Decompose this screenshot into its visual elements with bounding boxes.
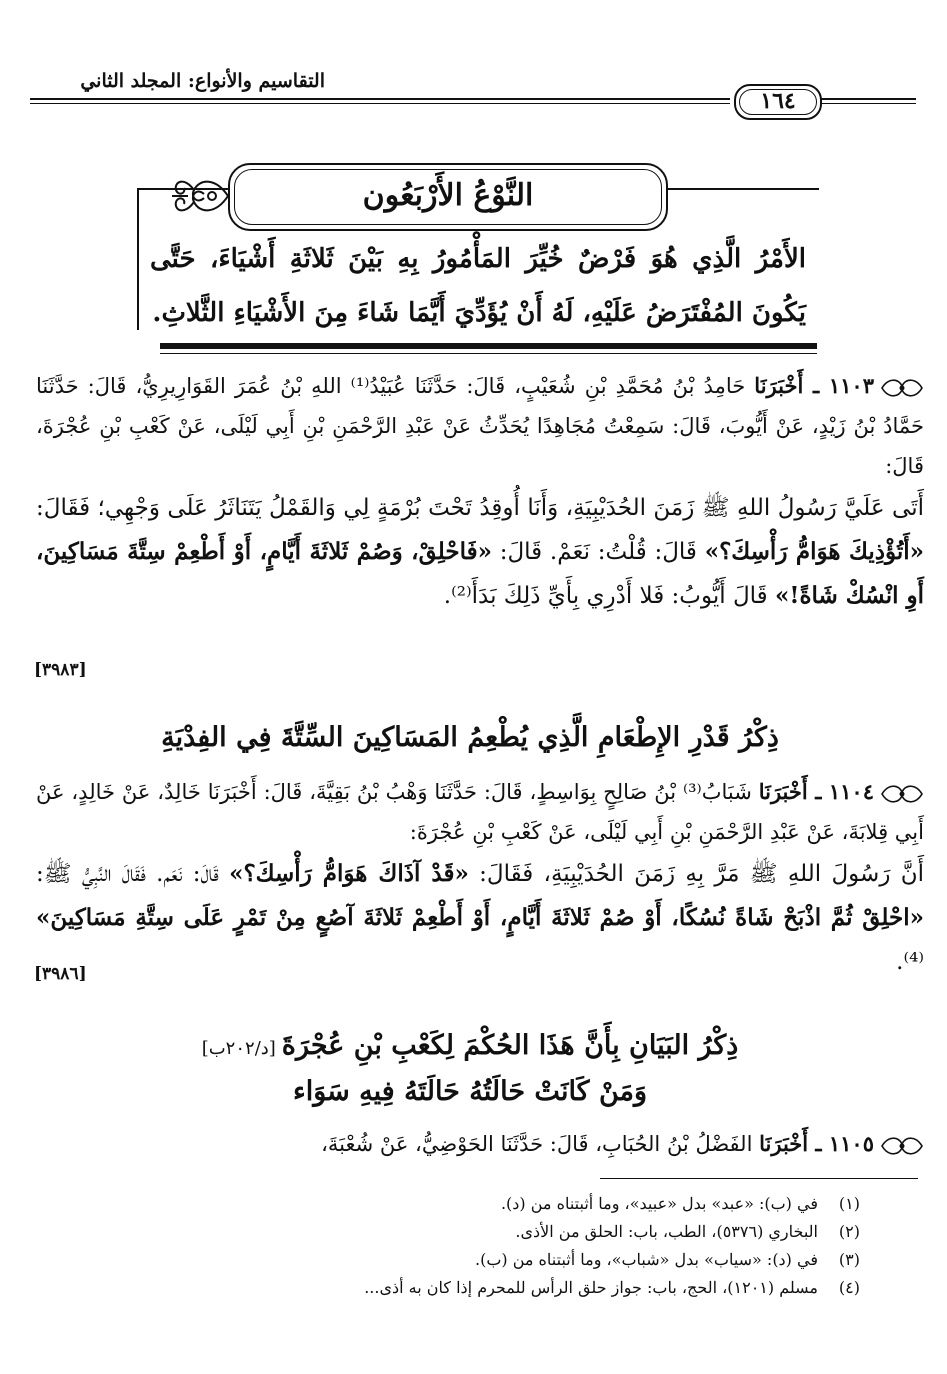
header-rule bbox=[820, 98, 916, 100]
matn-text: قَالَ: نَعَم. فَقَالَ النَّبِيُّ ﷺ: bbox=[36, 861, 219, 887]
matn-text: قَالَ: قُلْتُ: نَعَمْ. قَالَ: bbox=[499, 539, 697, 565]
hadith-1104 bbox=[36, 772, 924, 984]
footnote-text: البخاري (٥٣٧٦)، الطب، باب: الحلق من الأذى. bbox=[515, 1222, 818, 1241]
hadith-number: ١١٠٤ ـ أَخْبَرَنَا bbox=[758, 779, 874, 804]
hadith-matn bbox=[36, 852, 924, 984]
hadith-isnad bbox=[36, 772, 924, 852]
hadith-number: ١١٠٥ ـ أَخْبَرَنَا bbox=[759, 1131, 874, 1156]
prophetic-quote: «فَاحْلِقْ، وَصُمْ ثَلاثَةَ أَيَّامٍ، أَوْ أَطْعِمْ سِتَّةَ مَسَاكِينَ، أَوِ انْسُكْ شَاةً!» bbox=[36, 538, 924, 609]
footnote bbox=[200, 1274, 860, 1302]
hadith-marker-icon bbox=[880, 782, 924, 806]
prophetic-quote: «قَدْ آذَاكَ هَوَامُّ رَأْسِكَ؟» bbox=[229, 860, 469, 887]
hadith-isnad-text: شَبَابُ⁽³⁾ بْنُ صَالِحٍ بِوَاسِطٍ، قَالَ: حَدَّثَنَا وَهْبُ بْنُ بَقِيَّةَ، قَالَ: أَخْبَرَنَا خَالِدٌ، عَنْ خَالِدٍ، عَنْ أَبِي قِلابَةَ، عَنْ عَبْدِ الرَّحْمَنِ بْنِ أَبِي لَيْلَى، عَنْ كَعْبِ بْنِ عُجْرَةَ: bbox=[36, 780, 924, 844]
footnotes bbox=[200, 1190, 860, 1302]
footnote-text: مسلم (١٢٠١)، الحج، باب: جواز حلق الرأس للمحرم إذا كان به أذى... bbox=[364, 1278, 818, 1297]
prophetic-quote: «أَتُؤْذِيكَ هَوَامُّ رَأْسِكَ؟» bbox=[704, 538, 925, 565]
chapter-heading-line1: ذِكْرُ البَيَانِ بِأَنَّ هَذَا الحُكْمَ لِكَعْبِ بْنِ عُجْرَةَ bbox=[281, 1030, 739, 1061]
hadith-isnad-text: الفَضْلُ بْنُ الحُبَابِ، قَالَ: حَدَّثَنَا الحَوْضِيُّ، عَنْ شُعْبَةَ، bbox=[321, 1132, 753, 1156]
prophetic-quote: «احْلِقْ ثُمَّ اذْبَحْ شَاةً نُسُكًا، أَوْ صُمْ ثَلاثَةَ أَيَّامٍ، أَوْ أَطْعِمْ ثَلاثَةَ آصُعٍ مِنْ تَمْرٍ عَلَى سِتَّةِ مَسَاكِينَ» bbox=[36, 904, 924, 931]
footnote-number: (٢) bbox=[838, 1222, 860, 1241]
matn-text: ⁽⁴⁾. bbox=[896, 949, 924, 975]
footnote-text: في (د): «سياب» بدل «شباب»، وما أثبتناه من (ب). bbox=[474, 1250, 818, 1269]
hadith-isnad bbox=[36, 1124, 924, 1164]
section-title: النَّوْعُ الأَرْبَعُون bbox=[228, 163, 668, 231]
header-rule bbox=[30, 103, 730, 104]
page-number: ١٦٤ bbox=[734, 84, 822, 120]
hadith-1105 bbox=[36, 1124, 924, 1164]
hadith-marker-icon bbox=[880, 376, 924, 400]
chapter-heading bbox=[60, 1030, 880, 1061]
header-rule bbox=[820, 103, 916, 104]
matn-text: أَتَى عَلَيَّ رَسُولُ اللهِ ﷺ زَمَنَ الحُدَيْبِيَةِ، وَأَنَا أُوقِدُ تَحْتَ بُرْمَةٍ لِي وَالقَمْلُ يَتَنَاثَرُ عَلَى وَجْهِي؛ فَقَالَ: bbox=[36, 495, 924, 521]
section-divider bbox=[160, 343, 817, 349]
chapter-heading-line2: وَمَنْ كَانَتْ حَالَتُهُ حَالَتَهُ فِيهِ سَوَاء bbox=[293, 1076, 647, 1107]
footnote bbox=[200, 1190, 860, 1218]
hadith-1103 bbox=[36, 366, 924, 618]
footnote bbox=[200, 1246, 860, 1274]
section-divider bbox=[160, 353, 817, 354]
hadith-isnad-text: حَامِدُ بْنُ مُحَمَّدِ بْنِ شُعَيْبٍ، قَالَ: حَدَّثَنَا عُبَيْدُ⁽¹⁾ اللهِ بْنُ عُمَرَ القَوَارِيرِيُّ، قَالَ: حَدَّثَنَا حَمَّادُ بْنُ زَيْدٍ، عَنْ أَيُّوبَ، قَالَ: سَمِعْتُ مُجَاهِدًا يُحَدِّثُ عَنْ عَبْدِ الرَّحْمَنِ بْنِ أَبِي لَيْلَى، عَنْ كَعْبِ بْنِ عُجْرَةَ، قَالَ: bbox=[36, 374, 924, 478]
footnote-number: (٤) bbox=[838, 1278, 860, 1297]
footnote bbox=[200, 1218, 860, 1246]
matn-text: قَالَ أَيُّوبُ: فَلا أَدْرِي بِأَيِّ ذَلِكَ بَدَأَ⁽²⁾. bbox=[443, 583, 768, 609]
hadith-number: ١١٠٣ ـ أَخْبَرَنَا bbox=[754, 373, 874, 398]
cross-reference: [٣٩٨٣] bbox=[34, 660, 87, 680]
floral-ornament-icon bbox=[168, 168, 232, 224]
footnote-number: (٣) bbox=[838, 1250, 860, 1269]
section-description: الأَمْرُ الَّذِي هُوَ فَرْضٌ خُيِّرَ المَأْمُورُ بِهِ بَيْنَ ثَلاثَةِ أَشْيَاءَ، حَتَّى يَكُونَ المُفْتَرَضُ عَلَيْهِ، لَهُ أَنْ يُؤَدِّيَ أَيَّمَا شَاءَ مِنَ الأَشْيَاءِ الثَّلاثِ. bbox=[150, 244, 806, 328]
cross-reference: [٣٩٨٦] bbox=[34, 964, 87, 984]
hadith-matn bbox=[36, 486, 924, 618]
footnote-text: في (ب): «عبد» بدل «عبيد»، وما أثبتناه من (د). bbox=[500, 1194, 818, 1213]
header-rule bbox=[30, 98, 730, 100]
running-header-title: التقاسيم والأنواع: المجلد الثاني bbox=[80, 70, 325, 92]
hadith-isnad bbox=[36, 366, 924, 486]
footnote-separator bbox=[600, 1178, 918, 1179]
hadith-marker-icon bbox=[880, 1134, 924, 1158]
matn-text: أَنَّ رَسُولَ اللهِ ﷺ مَرَّ بِهِ زَمَنَ الحُدَيْبِيَةِ، فَقَالَ: bbox=[479, 861, 925, 887]
footnote-number: (١) bbox=[838, 1194, 860, 1213]
manuscript-ref: [د/٢٠٢ب] bbox=[201, 1038, 276, 1059]
chapter-heading: ذِكْرُ قَدْرِ الإِطْعَامِ الَّذِي يُطْعِمُ المَسَاكِينَ السِّتَّةَ فِي الفِدْيَةِ bbox=[161, 722, 779, 753]
